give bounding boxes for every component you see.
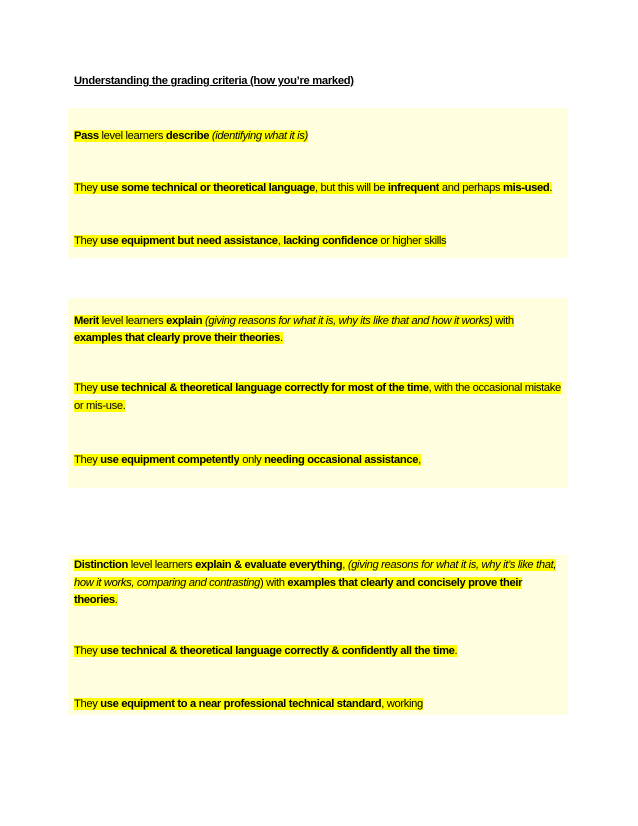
merit-label: Merit	[74, 315, 99, 327]
distinction-intro-line-2: how it works, comparing and contrasting) with examples that clearly and concisely prove their	[74, 577, 523, 589]
distinction-intro-line-3: theories.	[74, 594, 118, 606]
distinction-equipment-line: They use equipment to a near professional technical standard, working	[74, 698, 423, 710]
distinction-label: Distinction	[74, 559, 128, 571]
distinction-intro-line: Distinction level learners explain & evaluate everything, (giving reasons for what it is, why it’s like that,	[74, 559, 557, 571]
merit-language-line-2: or mis-use.	[74, 400, 126, 412]
merit-intro-line: Merit level learners explain (giving reasons for what it is, why its like that and how it works) with	[74, 315, 514, 327]
pass-intro-line: Pass level learners describe (identifying what it is)	[74, 130, 308, 142]
pass-label: Pass	[74, 130, 99, 142]
distinction-language-line: They use technical & theoretical language correctly & confidently all the time.	[74, 645, 458, 657]
merit-intro-line-2: examples that clearly prove their theories.	[74, 332, 283, 344]
merit-equipment-line: They use equipment competently only needing occasional assistance,	[74, 454, 421, 466]
pass-equipment-line: They use equipment but need assistance, lacking confidence or higher skills	[74, 235, 447, 247]
page-title: Understanding the grading criteria (how you’re marked)	[74, 75, 354, 87]
pass-language-line: They use some technical or theoretical language, but this will be infrequent and perhaps mis-used.	[74, 182, 553, 194]
merit-language-line: They use technical & theoretical language correctly for most of the time, with the occasional mistake	[74, 382, 561, 394]
